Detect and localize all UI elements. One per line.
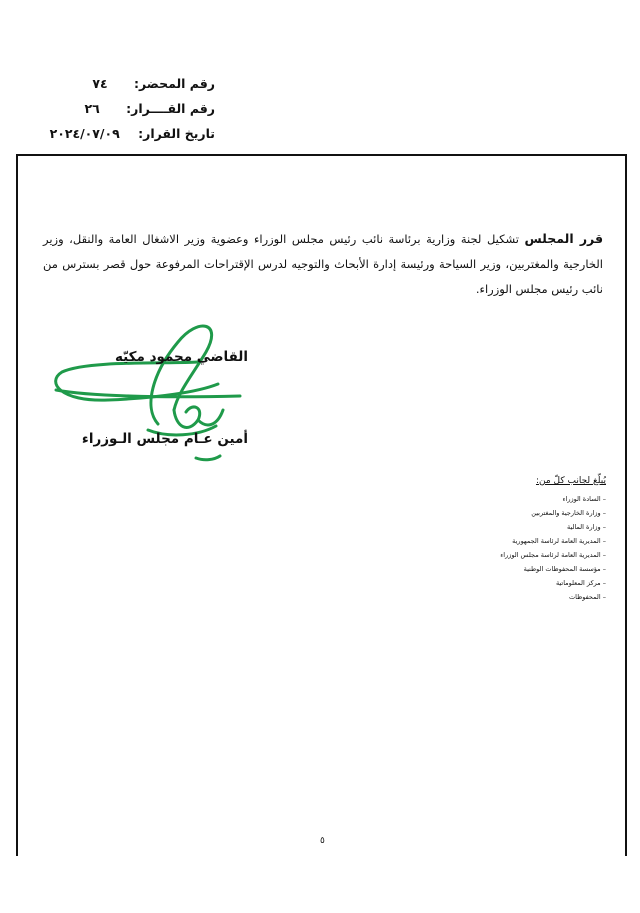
decision-number-row — [85, 101, 215, 116]
distribution-item: – وزارة الخارجية والمغتربين — [386, 506, 606, 520]
signatory-title: أمين عـام مجلس الـوزراء — [81, 431, 248, 447]
distribution-item: – المحفوظات — [386, 590, 606, 604]
decision-lead: قرر المجلس — [524, 230, 604, 246]
decision-date-label: تاريخ القرار: — [138, 126, 215, 141]
minutes-number-row — [92, 76, 215, 91]
distribution-list — [386, 492, 606, 604]
minutes-number-label: رقم المحضر: — [134, 76, 215, 91]
page-number: ٥ — [320, 836, 325, 846]
decision-text — [43, 226, 603, 302]
decision-body: تشكيل لجنة وزارية برئاسة نائب رئيس مجلس الوزراء وعضوية وزير الاشغال العامة والنقل، وزير الخارجية والمغتربين، وزير السياحة ورئيسة إدارة الأبحاث والتوجيه لدرس الإقتراحات المرفوعة حول قصر بسترس من نائب رئيس مجلس الوزراء. — [43, 231, 603, 296]
minutes-number-value: ٧٤ — [92, 76, 108, 91]
distribution-item: – مؤسسة المحفوظات الوطنية — [386, 562, 606, 576]
decision-date-row — [50, 126, 215, 141]
distribution-item: – المديرية العامة لرئاسة مجلس الوزراء — [386, 548, 606, 562]
distribution-item: – السادة الوزراء — [386, 492, 606, 506]
decision-number-value: ٢٦ — [84, 101, 100, 116]
decision-date-value: ٢٠٢٤/٠٧/٠٩ — [49, 126, 120, 141]
distribution-block — [386, 476, 606, 604]
distribution-title: يُبلّغ لجانب كلّ من: — [535, 476, 606, 486]
signatory-name: القاضي محمود مكيّه — [114, 349, 248, 365]
distribution-item: – وزارة المالية — [386, 520, 606, 534]
distribution-item: – المديرية العامة لرئاسة الجمهورية — [386, 534, 606, 548]
distribution-item: – مركز المعلوماتية — [386, 576, 606, 590]
decision-number-label: رقم القــــرار: — [126, 101, 215, 116]
handwritten-signature — [48, 312, 258, 472]
